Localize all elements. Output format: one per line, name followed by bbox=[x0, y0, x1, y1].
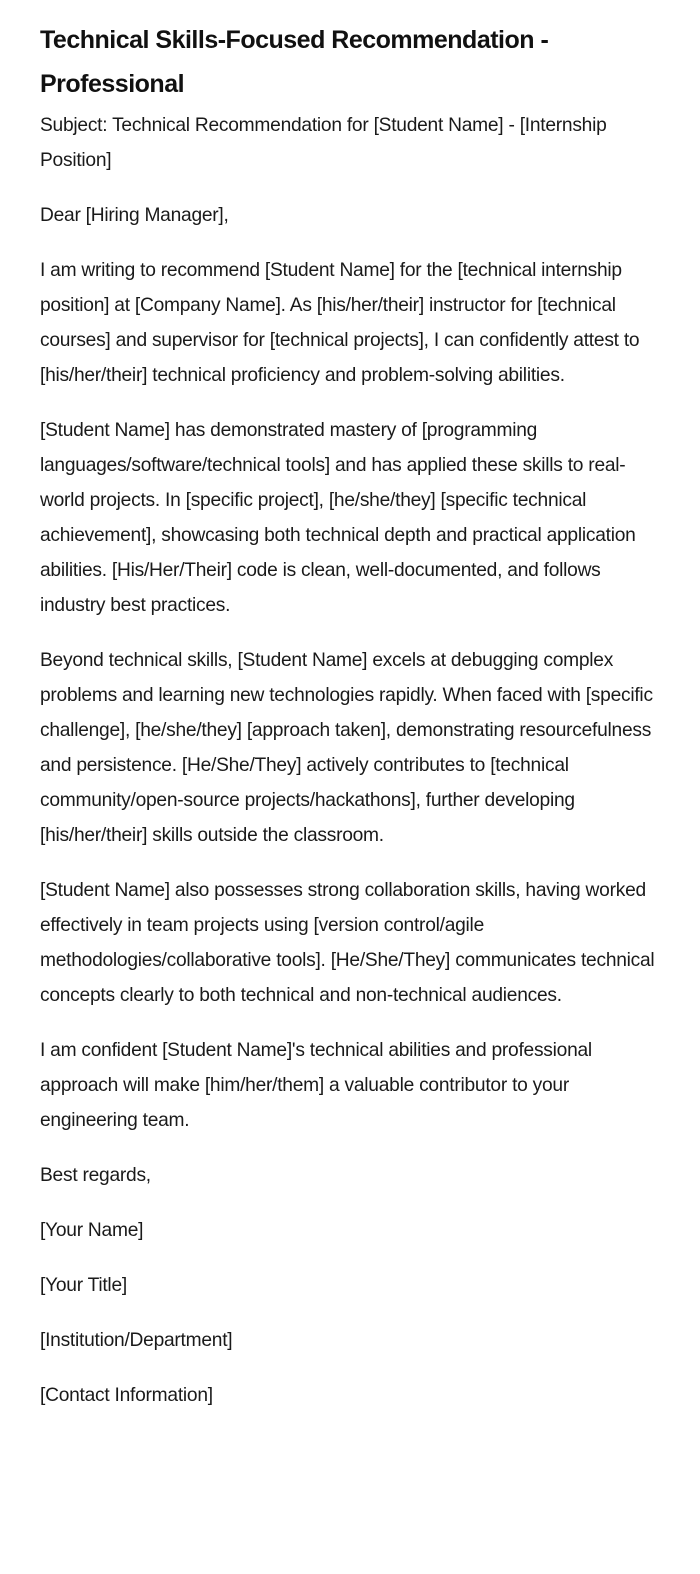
signature-name: [Your Name] bbox=[40, 1220, 144, 1241]
document-title: Technical Skills-Focused Recommendation - Professional bbox=[40, 26, 549, 98]
body-paragraph-problem-solving: Beyond technical skills, [Student Name] excels at debugging complex problems and learning new technologies rapidly. When faced with [specific challenge], [he/she/they] [approach taken], demonstrating resourcefulness and persistence. [He/She/They] actively contributes to [technical community/open-source projects/hackathons], further developing [his/her/their] skills outside the classroom. bbox=[40, 650, 653, 846]
body-paragraph-collaboration: [Student Name] also possesses strong collaboration skills, having worked effectively in team projects using [version control/agile methodologies/collaborative tools]. [He/She/They] communicates technical concepts clearly to both technical and non-technical audiences. bbox=[40, 880, 655, 1006]
body-paragraph-mastery: [Student Name] has demonstrated mastery of [programming languages/software/technical tools] and has applied these skills to real-world projects. In [specific project], [he/she/they] [specific technical achievement], showcasing both technical depth and practical application abilities. [His/Her/Their] code is clean, well-documented, and follows industry best practices. bbox=[40, 420, 636, 616]
signature-contact: [Contact Information] bbox=[40, 1385, 213, 1406]
signature-title: [Your Title] bbox=[40, 1275, 127, 1296]
salutation: Dear [Hiring Manager], bbox=[40, 205, 229, 226]
closing: Best regards, bbox=[40, 1165, 151, 1186]
body-paragraph-conclusion: I am confident [Student Name]'s technical abilities and professional approach will make [him/her/them] a valuable contributor to your engineering team. bbox=[40, 1040, 592, 1131]
body-paragraph-intro: I am writing to recommend [Student Name] for the [technical internship position] at [Company Name]. As [his/her/their] instructor for [technical courses] and supervisor for [technical projects], I can confidently attest to [his/her/their] technical proficiency and problem-solving abilities. bbox=[40, 260, 640, 386]
signature-institution: [Institution/Department] bbox=[40, 1330, 233, 1351]
subject-line: Subject: Technical Recommendation for [Student Name] - [Internship Position] bbox=[40, 115, 607, 171]
